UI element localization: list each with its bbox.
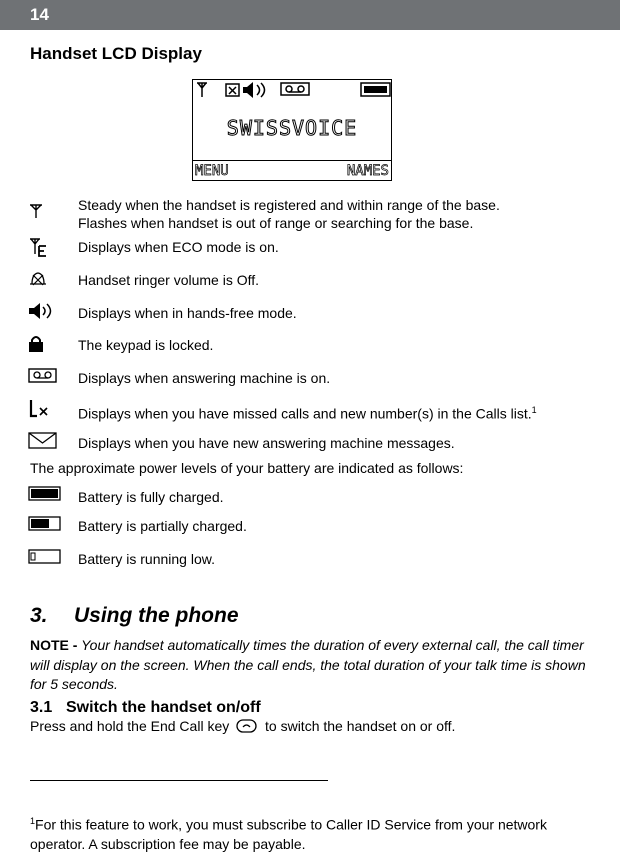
eco-icon bbox=[28, 237, 50, 259]
lcd-names-softkey: NAMES bbox=[346, 163, 389, 179]
battery-low-icon bbox=[28, 549, 62, 565]
lcd-softkey-bar bbox=[193, 160, 391, 180]
battery-description: Battery is partially charged. bbox=[78, 518, 247, 534]
page-number: 14 bbox=[30, 5, 49, 24]
speaker-icon bbox=[28, 302, 58, 322]
icon-description: The keypad is locked. bbox=[78, 337, 214, 353]
footnote-divider bbox=[30, 780, 328, 781]
section-title: Handset LCD Display bbox=[30, 44, 202, 63]
note-text: Your handset automatically times the duration of every external call, the call timer will display on the screen. When the call ends, the total duration of your talk time is shown for 5 seconds. bbox=[30, 637, 586, 692]
icon-description: Displays when ECO mode is on. bbox=[78, 239, 279, 255]
subsection-text bbox=[30, 718, 455, 734]
lcd-brand: SWISSVOICE bbox=[226, 116, 358, 140]
subsection-heading bbox=[30, 699, 261, 717]
chapter-title: Using the phone bbox=[74, 604, 239, 627]
subsection-number: 3.1 bbox=[30, 699, 53, 716]
subsection-text-after: to switch the handset on or off. bbox=[265, 718, 456, 734]
answering-machine-icon bbox=[28, 368, 58, 384]
end-call-key-icon bbox=[236, 719, 258, 733]
note-label: NOTE - bbox=[30, 637, 78, 653]
icon-description-line2: Flashes when handset is out of range or searching for the base. bbox=[78, 215, 474, 231]
battery-description: Battery is fully charged. bbox=[78, 489, 224, 505]
header-bar bbox=[0, 0, 620, 30]
icon-description: Displays when in hands-free mode. bbox=[78, 305, 297, 321]
battery-intro: The approximate power levels of your battery are indicated as follows: bbox=[30, 460, 464, 476]
lock-icon bbox=[28, 334, 46, 354]
icon-description: Steady when the handset is registered and within range of the base. bbox=[78, 197, 500, 213]
lcd-menu-softkey: MENU bbox=[195, 163, 229, 179]
footnote-number: 1 bbox=[30, 816, 36, 826]
note bbox=[30, 636, 590, 695]
footnote-text: For this feature to work, you must subscribe to Caller ID Service from your network operator. A subscription fee may be payable. bbox=[30, 816, 547, 852]
icon-description-text: Displays when you have missed calls and new number(s) in the Calls list. bbox=[78, 405, 532, 422]
icon-description: Displays when answering machine is on. bbox=[78, 370, 331, 386]
subsection-title: Switch the handset on/off bbox=[66, 699, 261, 716]
footnote bbox=[30, 812, 590, 854]
envelope-icon bbox=[28, 432, 58, 450]
missed-call-icon bbox=[28, 398, 50, 420]
icon-description: Handset ringer volume is Off. bbox=[78, 272, 260, 288]
lcd-display bbox=[192, 79, 392, 181]
battery-partial-icon bbox=[28, 516, 62, 532]
antenna-icon bbox=[28, 202, 46, 220]
battery-description: Battery is running low. bbox=[78, 551, 215, 567]
subsection-text-before: Press and hold the End Call key bbox=[30, 718, 230, 734]
chapter-number: 3. bbox=[30, 604, 48, 627]
battery-full-icon bbox=[28, 486, 62, 502]
icon-description: Displays when you have new answering machine messages. bbox=[78, 435, 455, 451]
chapter-heading bbox=[30, 604, 239, 628]
lcd-status-icons bbox=[193, 80, 393, 108]
ringer-off-icon bbox=[28, 270, 50, 288]
icon-description bbox=[78, 401, 537, 423]
footnote-ref: 1 bbox=[531, 405, 537, 415]
